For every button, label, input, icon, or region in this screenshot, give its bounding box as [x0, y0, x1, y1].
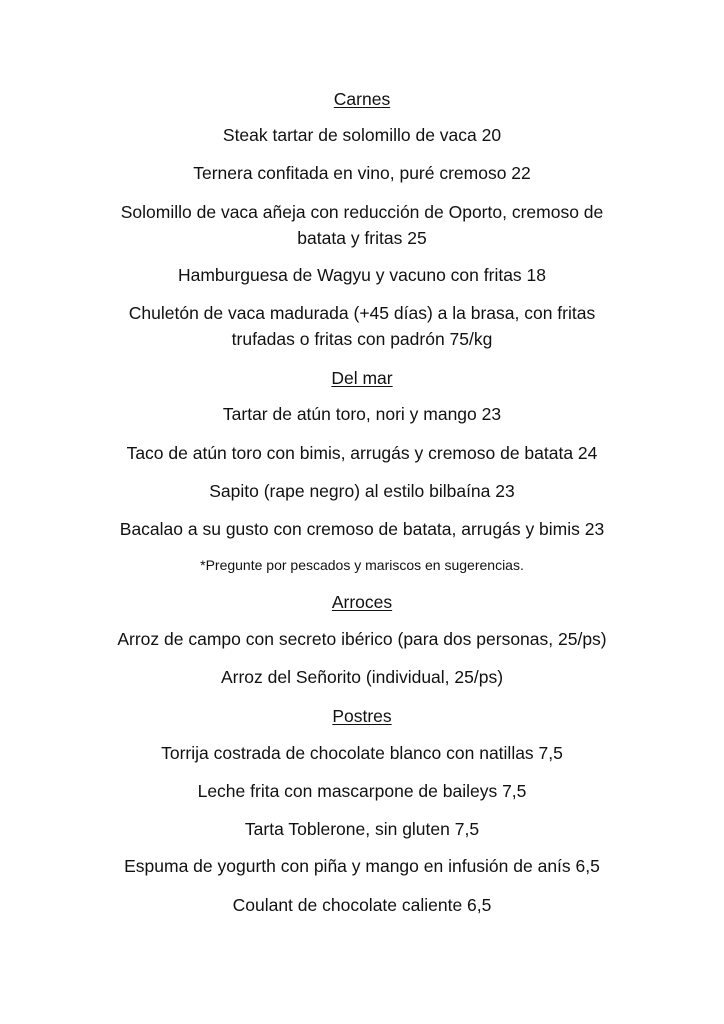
menu-item: Arroz de campo con secreto ibérico (para dos personas, 25/ps)	[117, 629, 607, 649]
menu-item: Chuletón de vaca madurada (+45 días) a la brasa, con fritas trufadas o fritas con padrón 75/kg	[128, 303, 596, 349]
menu-item: Hamburguesa de Wagyu y vacuno con fritas 18	[177, 265, 547, 285]
menu-item: Ternera confitada en vino, puré cremoso 22	[193, 163, 531, 183]
menu-item: Torrija costrada de chocolate blanco con natillas 7,5	[161, 743, 563, 763]
menu-item: Arroz del Señorito (individual, 25/ps)	[220, 667, 504, 687]
section-title-arroces: Arroces	[331, 592, 393, 612]
menu-item: Tartar de atún toro, nori y mango 23	[222, 404, 502, 424]
section-title-del-mar: Del mar	[331, 368, 393, 388]
section-title-carnes: Carnes	[333, 89, 391, 109]
seafood-note: *Pregunte por pescados y mariscos en sugerencias.	[200, 557, 524, 573]
menu-item: Coulant de chocolate caliente 6,5	[232, 895, 492, 915]
menu-item: Steak tartar de solomillo de vaca 20	[222, 125, 502, 145]
menu-item: Taco de atún toro con bimis, arrugás y cremoso de batata 24	[126, 443, 598, 463]
menu-item: Leche frita con mascarpone de baileys 7,5	[197, 781, 527, 801]
menu-item: Espuma de yogurth con piña y mango en infusión de anís 6,5	[124, 856, 600, 876]
menu-item: Tarta Toblerone, sin gluten 7,5	[244, 819, 480, 839]
menu-item: Bacalao a su gusto con cremoso de batata, arrugás y bimis 23	[119, 519, 605, 539]
section-title-postres: Postres	[332, 706, 392, 726]
menu-item: Sapito (rape negro) al estilo bilbaína 23	[209, 481, 515, 501]
menu-item: Solomillo de vaca añeja con reducción de Oporto, cremoso de batata y fritas 25	[120, 202, 604, 248]
